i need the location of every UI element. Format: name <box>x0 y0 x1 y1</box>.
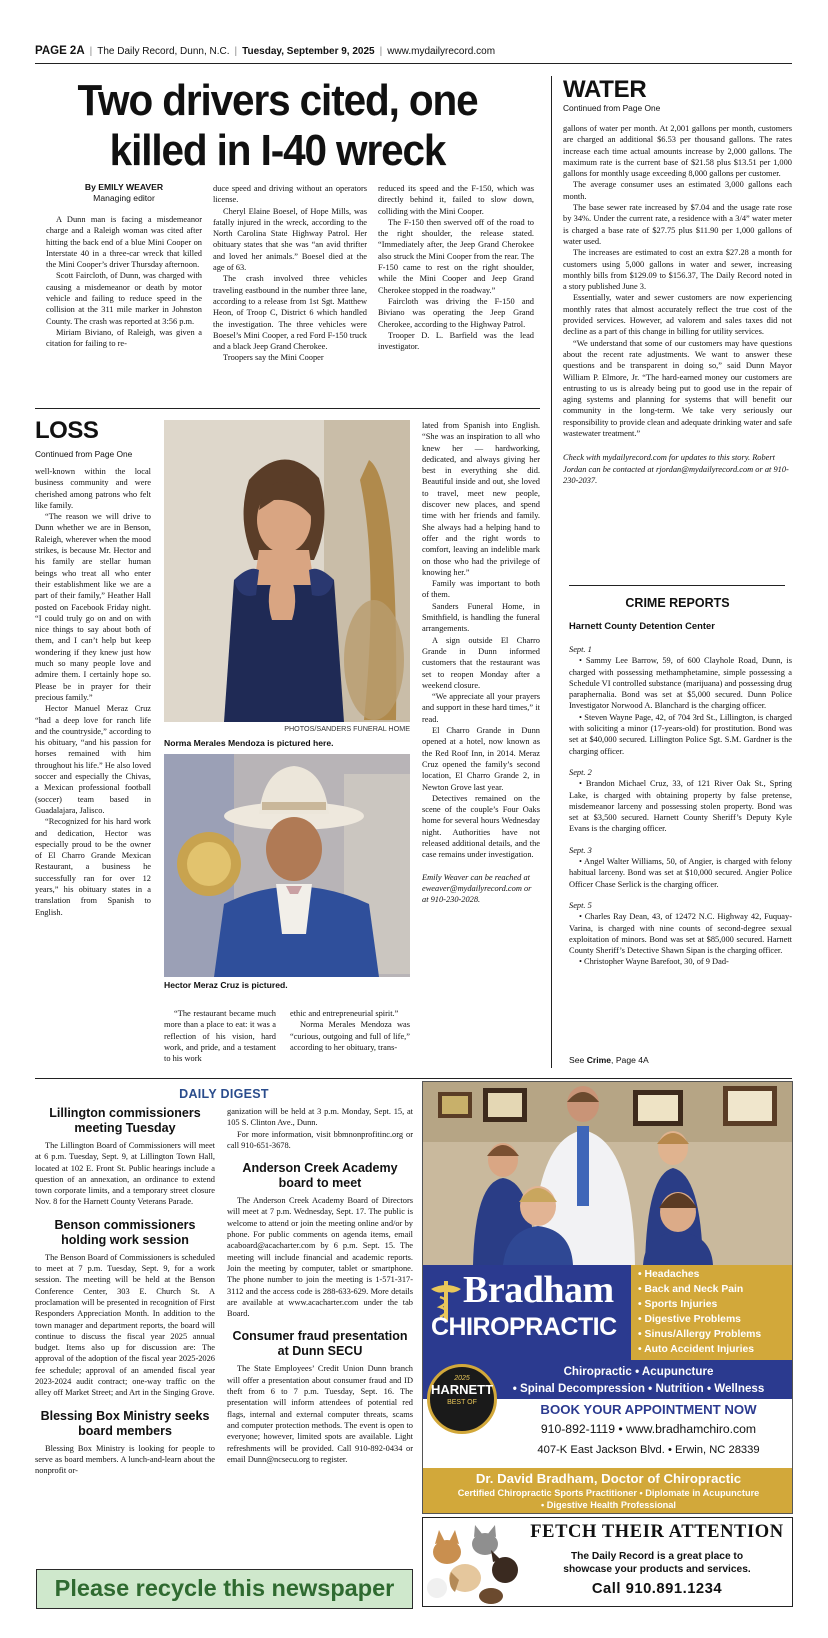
ad-services-list <box>631 1265 793 1360</box>
crime-item: • Charles Ray Dean, 43, of 12472 N.C. Highway 42, Fuquay-Varina, is charged with nine counts of second-degree sexual exploitation of minors. Bond was set at $85,000 secured. Harnett County Sheriff’s Detective Shawn Sipan is the charging officer. <box>569 912 792 956</box>
paragraph: Blessing Box Ministry is looking for people to serve as board members. A lunch-and-learn about the nonprofit or- <box>35 1443 215 1476</box>
badge-top: 2025 <box>454 1375 470 1382</box>
norma-portrait-image <box>164 420 410 722</box>
water-column <box>563 123 792 486</box>
water-heading: WATER <box>563 76 647 103</box>
fetch-their-attention-ad[interactable] <box>422 1517 793 1607</box>
water-tagline: Check with mydailyrecord.com for updates to this story. Robert Jordan can be contacted at rjordan@mydailyrecord.com or at 910-230-2037. <box>563 453 789 485</box>
crime-jump[interactable] <box>569 1055 649 1065</box>
ad-brand-subtitle: CHIROPRACTIC <box>431 1313 617 1341</box>
service-item: • Digestive Problems <box>638 1314 741 1325</box>
digest-column-2 <box>227 1106 413 1465</box>
ad-address: 407-K East Jackson Blvd. • Erwin, NC 28339 <box>537 1444 760 1456</box>
paragraph: The Lillington Board of Commissioners will meet at 6 p.m. Tuesday, Sept. 9, at Lillington Town Hall, located at 102 E. Front St. Public hearings include a question of an annexation, an ordinance to extend town corporate limits, and a temporary street closure Nov. 8 for the Harnett County Veterans Parade. <box>35 1141 215 1207</box>
issue-date: Tuesday, September 9, 2025 <box>242 46 375 57</box>
crime-date: Sept. 5 <box>569 900 592 910</box>
paragraph: ganization will be held at 3 p.m. Monday, Sept. 15, at 105 S. Clinton Ave., Dunn. <box>227 1107 413 1128</box>
digest-item-title: Consumer fraud presentation at Dunn SECU <box>232 1329 408 1359</box>
crime-item: • Sammy Lee Barrow, 59, of 600 Clayhole Road, Dunn, is charged with possessing methamphetamine, simple possessing a Schedule VI controlled substance (marijuana) and possessing drug paraphernalia. Bond was set at $5,000 secured. Dunn Police Investigator Norwood A. Blanchard is the charging officer. <box>569 656 792 711</box>
divider <box>35 1078 792 1079</box>
daily-digest-heading: DAILY DIGEST <box>179 1087 269 1101</box>
ad-phone-web[interactable]: 910-892-1119 • www.bradhamchiro.com <box>540 1422 757 1436</box>
digest-column-1 <box>35 1100 215 1477</box>
band-line: • Spinal Decompression • Nutrition • Wellness <box>512 1382 765 1395</box>
service-item: • Sports Injuries <box>638 1299 718 1310</box>
photo-credit: PHOTOS/SANDERS FUNERAL HOME <box>284 724 410 733</box>
photo-norma <box>164 420 410 722</box>
service-item: • Auto Accident Injuries <box>638 1344 755 1355</box>
paragraph: Essentially, water and sewer customers are now experiencing monthly rates that almost accurately reflect the true cost of the provided services. However, ad valorem and sales taxes did not decline as a part of this change in billing for utility services. <box>563 293 792 337</box>
crime-item: • Steven Wayne Page, 42, of 704 3rd St., Lillington, is charged with soliciting a minor (17-years-old) for prostitution. Bond was set at $40,000 secured. Lillington Police Sgt. S.M. Gardner is the charging officer. <box>569 712 792 756</box>
page-number: PAGE 2A <box>35 45 85 57</box>
divider <box>35 408 540 409</box>
digest-item-title: Lillington commissioners meeting Tuesday <box>49 1106 201 1135</box>
crime-title: CRIME REPORTS <box>625 596 730 610</box>
paragraph: A sign outside El Charro Grande in Dunn informed customers that the restaurant was set to reopen Monday after a weekend closure. <box>422 635 540 690</box>
ad-info-panel <box>423 1360 793 1468</box>
paragraph: “We appreciate all your prayers and support in these hard times,” it read. <box>422 692 540 724</box>
paragraph: The Benson Board of Commissioners is scheduled to meet at 7 p.m. Tuesday, Sept. 9, for a work session. The meeting will be held at the Benson Conference Center, 303 E. Church St. A proclamation will be presented in recognition of First Responders Appreciation Month. In addition to the town manager and department reports, the board will continue to discuss the fiscal year 2025 annual budget. Items also up for discussion are: The approval of the adoption of the fiscal year 2025-2026 fee schedule; approval of an amended fiscal year 2023-2024 audit contract; one-way traffic on the alley off Market Street; and Art in the Singing Grove. <box>35 1252 215 1398</box>
paragraph: “The reason we will drive to Dunn whether we are in Benson, Raleigh, wherever when the mood strikes, is because Mr. Hector and his family are stellar human beings who treat all who enter their establishment like we are a part of their family,” Heather Hall posted on Facebook Friday night. “I could truly go on and on with nice things to say about both of them, and I can’t help but keep wondering if they knew just how much so many people love and admire them. I certainly hope so. Please be in prayer for their precious family.” <box>35 512 151 702</box>
crime-item: • Angel Walter Williams, 50, of Angier, is charged with felony habitual larceny. Bond was set at $10,000 secured. Angier Police Officer Chase Serlick is the charging officer. <box>569 857 792 889</box>
paragraph: A Dunn man is facing a misdemeanor charge and a Raleigh woman was cited after hitting the back end of a blue Mini Cooper on Interstate 40 in a three-car wreck that killed the Mini Cooper’s driver Thursday afternoon. <box>46 215 202 270</box>
water-continued: Continued from Page One <box>563 103 661 113</box>
jump-section: Crime <box>586 1055 612 1065</box>
paragraph: gallons of water per month. At 2,001 gallons per month, customers are charged an additional $6.53 per thousand gallons. The rates increase each time actual amounts increase by 2,000 gallons. The maximum rate is the current base of $21.58 plus $13.51 per 1,000 gallons for monthly usage exceeding 8,000 gallons per customer. <box>563 124 792 179</box>
paragraph: Norma Merales Mendoza was “curious, outgoing and full of life,” according to her obituary, trans- <box>290 1020 410 1052</box>
crime-date: Sept. 3 <box>569 845 592 855</box>
paragraph: Troopers say the Mini Cooper <box>223 353 324 363</box>
paragraph: “The restaurant became much more than a place to eat: it was a reflection of his vision, hard work, and pride, and a testament to his work <box>164 1009 276 1064</box>
best-of-harnett-badge <box>427 1364 497 1434</box>
paragraph: ethic and entrepreneurial spirit.” <box>290 1009 399 1018</box>
doctor-credentials: Certified Chiropractic Sports Practitioner • Diplomate in Acupuncture <box>457 1488 760 1498</box>
paragraph: Faircloth was driving the F-150 and Biviano was operating the Jeep Grand Cherokee, according to the Highway Patrol. <box>378 296 534 329</box>
service-item: • Sinus/Allergy Problems <box>638 1329 762 1340</box>
paragraph: The Anderson Creek Academy Board of Directors will meet at 7 p.m. Wednesday, Sept. 17. The public is welcome to attend or join the meeting online and/or by phone. For public comments on agenda items, email acaboard@acacharter.com by 6 p.m. Sept. 15. The meeting will include financial and academic reports. Join the meeting by computer, tablet or smartphone. The phone number to join the meeting is 1-571-317-3112 and the access code is 288-633-629. More details are available at www.acacharter.com under the tab Board. <box>227 1196 413 1319</box>
crime-item: • Christopher Wayne Barefoot, 30, of 9 Dad- <box>579 957 729 967</box>
paragraph: duce speed and driving without an operators license. <box>213 184 367 205</box>
fetch-tagline <box>523 1550 791 1576</box>
paragraph: Detectives remained on the scene of the couple’s Four Oaks home for several hours Wednesday night. Authorities have not released additional details, and the case remains under investigation. <box>422 793 540 860</box>
tagline-line: showcase your products and services. <box>563 1564 751 1575</box>
paragraph: lated from Spanish into English. “She was an inspiration to all who knew her — hardworking, dedicated, and always giving her best in everything she did. Beautiful inside and out, she loved to travel, meet new people, discover new places, and spend time with her friends and family. She always had a helping hand to offer and the right words to comfort, leaving an indelible mark on those who had the privilege of knowing her.” <box>422 421 540 577</box>
loss-column-2 <box>164 1008 276 1064</box>
photo-caption: Norma Merales Mendoza is pictured here. <box>164 738 334 748</box>
loss-tagline: Emily Weaver can be reached at eweaver@mydailyrecord.com or at 910-230-2028. <box>422 872 532 905</box>
recycle-banner: Please recycle this newspaper <box>36 1569 413 1609</box>
service-item: • Headaches <box>638 1269 700 1280</box>
paragraph: well-known within the local business community and were cherished among patrons who felt like family. <box>35 467 151 510</box>
paragraph: Hector Manuel Meraz Cruz “had a deep love for ranch life and the countryside,” according to his obituary, “and his passion for horses remained with him throughout his life.” He also loved soccer and especially the Chivas, a Mexican professional football (soccer) team based in Guadalajara, Jalisco. <box>35 704 151 815</box>
paragraph: The base sewer rate increased by $7.04 and the usage rate rose by 34%. Under the current rate, a residence with a 3/4” water meter is charged a base rate of $27.75 plus $11.90 per 1,000 gallons of water used. <box>563 203 792 246</box>
ad-logo-band <box>423 1265 793 1360</box>
hector-portrait-image <box>164 754 410 977</box>
lead-column-2 <box>213 183 367 364</box>
loss-continued: Continued from Page One <box>35 449 133 459</box>
doctor-name: Dr. David Bradham, Doctor of Chiropractic <box>475 1471 742 1486</box>
paragraph: Sanders Funeral Home, in Smithfield, is handling the funeral arrangements. <box>422 601 540 634</box>
lead-column-3 <box>378 183 534 352</box>
photo-hector <box>164 754 410 977</box>
bradham-chiropractic-ad[interactable] <box>422 1081 793 1514</box>
jump-prefix: See <box>569 1055 587 1065</box>
paragraph: “Recognized for his hard work and dedication, Hector was especially proud to be the owner of El Charro Grande Mexican Restaurant, a business he successfully ran for over 12 years,” his obituary states in a translation from Spanish to English. <box>35 817 151 917</box>
badge-main: HARNETT <box>430 1382 494 1397</box>
loss-column-1 <box>35 466 151 918</box>
lead-headline: Two drivers cited, one killed in I-40 wreck <box>77 76 478 175</box>
service-item: • Back and Neck Pain <box>638 1284 744 1295</box>
folio-bar: PAGE 2A | The Daily Record, Dunn, N.C. | Tuesday, September 9, 2025 | www.mydailyrecord.com <box>35 44 792 64</box>
book-appointment-cta[interactable]: BOOK YOUR APPOINTMENT NOW <box>540 1402 757 1417</box>
paragraph: The State Employees’ Credit Union Dunn branch will offer a presentation about consumer fraud and ID theft from 6 to 7 p.m. Tuesday, Sept. 16. The presentation will inform attendees of potential red flags, internal and external computer threats, scams and computer protection methods. The event is open to everyone; however, limited spots are available. Light refreshments will be provided. Call 910-892-0434 or email Dunn@ncsecu.org to register. <box>227 1364 413 1464</box>
paragraph: “We understand that some of our customers may have questions about the recent rate adjustments. We want to answer these questions and be transparent in doing so,” said Dunn Mayor William P. Elmore, Jr. “The hard-earned money our customers are entrusting to us is already being put to good use in the repair of aging systems and planning for systems that will benefit our community in the long-term. We take very seriously our responsibility to provide clean and adequate drinking water and safe wastewater treatment.” <box>563 338 792 439</box>
ad-doctor-band <box>423 1468 793 1514</box>
paragraph: Trooper D. L. Barfield was the lead investigator. <box>378 330 534 352</box>
paragraph: For more information, visit bbmnonprofitinc.org or call 910-651-3678. <box>227 1129 413 1150</box>
digest-item-title: Blessing Box Ministry seeks board members <box>40 1408 210 1438</box>
loss-column-4 <box>422 420 540 905</box>
paragraph: The F-150 then swerved off of the road to the right shoulder, the release stated. “Immediately after, the Jeep Grand Cherokee also struck the Mini Cooper from the rear. The F-150 came to rest on the right shoulder, while the Mini Cooper and Jeep Grand Cherokee stopped in the roadway.” <box>378 217 534 295</box>
doctor-credentials: • Digestive Health Professional <box>541 1500 676 1510</box>
digest-item-title: Anderson Creek Academy board to meet <box>242 1161 398 1191</box>
paragraph: Cheryl Elaine Boesel, of Hope Mills, was fatally injured in the wreck, according to the North Carolina State Highway Patrol. Her obituary states that she was “an avid thrifter and loved her animals.” Boesel died at the age of 63. <box>213 206 367 273</box>
crime-item: • Brandon Michael Cruz, 33, of 121 River Oak St., Spring Lake, is charged with obtaining property by false pretense, misdemeanor larceny and possessing stolen property. Bond was set at $3,500 secured. Harnett County Sheriff’s Deputy Kyle Evans is the charging officer. <box>569 779 792 834</box>
photo-caption: Hector Meraz Cruz is pictured. <box>164 980 288 990</box>
column-divider <box>551 76 552 1068</box>
crime-date: Sept. 2 <box>569 767 592 777</box>
lead-column-1 <box>46 182 202 350</box>
crime-date: Sept. 1 <box>569 645 592 654</box>
divider <box>569 585 785 586</box>
pets-image <box>425 1522 521 1604</box>
digest-item-title: Benson commissioners holding work session <box>54 1217 196 1247</box>
crime-subtitle: Harnett County Detention Center <box>569 620 715 631</box>
byline <box>46 182 202 204</box>
paragraph: Miriam Biviano, of Raleigh, was given a citation for failing to re- <box>46 327 202 349</box>
badge-bottom: BEST OF <box>447 1399 477 1406</box>
staff-photo-image <box>423 1082 793 1265</box>
paragraph: The increases are estimated to cost an extra $27.28 a month for customers using 5,000 gallons in water and sewer, increasing monthly bills from $129.09 to $156.37, The Daily Record noted in a story published June 3. <box>563 248 792 292</box>
ad-brand-name: Bradham <box>463 1269 614 1311</box>
site-url[interactable]: www.mydailyrecord.com <box>387 46 496 57</box>
tagline-line: The Daily Record is a great place to <box>570 1551 744 1562</box>
paragraph: reduced its speed and the F-150, which was directly behind it, failed to slow down, colliding with the Mini Cooper. <box>378 184 534 216</box>
crime-column <box>569 638 792 968</box>
byline-name: By EMILY WEAVER <box>84 182 164 192</box>
byline-title: Managing editor <box>93 193 155 203</box>
lead-text-1 <box>46 214 202 350</box>
fetch-title: FETCH THEIR ATTENTION <box>530 1522 784 1542</box>
loss-heading: LOSS <box>35 417 99 444</box>
band-line: Chiropractic • Acupuncture <box>563 1365 714 1378</box>
fetch-phone[interactable]: Call 910.891.1234 <box>591 1581 723 1597</box>
paragraph: Scott Faircloth, of Dunn, was charged with causing a misdemeanor or death by motor vehicle and failing to reduce speed in the collision at the 311 mile marker in Johnston County. The crash was reported at 3:56 p.m. <box>46 271 202 326</box>
paper-name: The Daily Record, Dunn, N.C. <box>97 46 230 57</box>
loss-column-3 <box>290 1008 410 1053</box>
paragraph: Family was important to both of them. <box>422 579 540 600</box>
paragraph: El Charro Grande in Dunn opened at a hotel, now known as the Red Roof Inn, in 2014. Meraz Cruz opened the family’s second location, El Charro Grande 2, in Newton Grove last year. <box>422 726 540 792</box>
jump-page: , Page 4A <box>611 1055 649 1065</box>
paragraph: The average consumer uses an estimated 3,000 gallons each month. <box>563 180 792 201</box>
paragraph: The crash involved three vehicles traveling eastbound in the number three lane, according to a release from 1st Sgt. Matthew Heon, of Troop C, District 6 which handled the investigation. The three vehicles were Boesel’s Mini Cooper, a red Ford F-150 truck and a black Jeep Grand Cherokee. <box>213 274 367 352</box>
